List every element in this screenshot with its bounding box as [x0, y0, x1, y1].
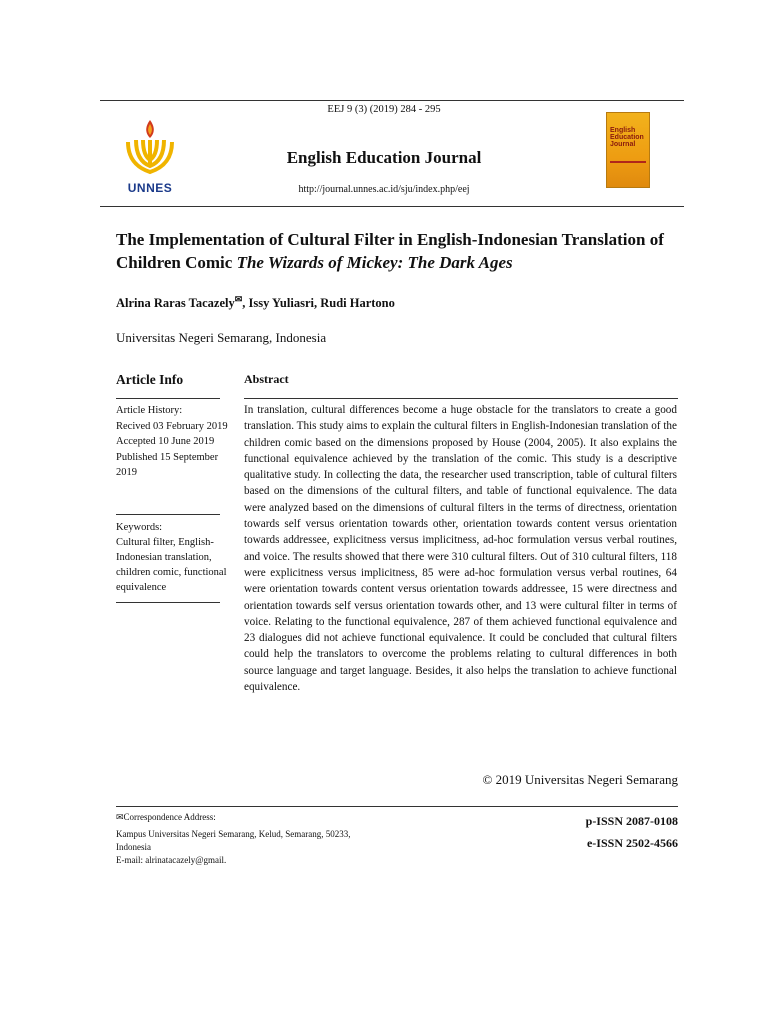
authors-others: , Issy Yuliasri, Rudi Hartono — [242, 296, 395, 311]
envelope-icon: ✉ — [234, 294, 243, 304]
paper-title-italic: The Wizards of Mickey: The Dark Ages — [236, 253, 513, 272]
article-info-heading: Article Info — [116, 372, 184, 387]
unnes-emblem-icon — [118, 116, 182, 178]
keywords-list: Cultural filter, English-Indonesian translation, children comic, functional equivalence — [116, 537, 227, 593]
correspondence-label-text: Correspondence Address: — [123, 812, 216, 822]
history-accepted: Accepted 10 June 2019 — [116, 436, 215, 447]
correspondence-email: E-mail: alrinatacazely@gmail. — [116, 855, 227, 865]
correspondence-label — [116, 812, 216, 823]
journal-cover-image — [606, 112, 650, 188]
paper-title-main: The Implementation of Cultural Filter in English-Indonesian Translation of Children Comic — [116, 230, 664, 272]
p-issn: p-ISSN 2087-0108 — [585, 814, 678, 828]
keywords-label: Keywords: — [116, 522, 163, 533]
header-top-rule — [100, 100, 684, 101]
correspondence-line: Indonesia — [116, 842, 151, 852]
logo-text: UNNES — [127, 181, 173, 195]
journal-url[interactable]: http://journal.unnes.ac.id/sju/index.php/eej — [298, 184, 470, 195]
correspondence-address — [116, 828, 416, 867]
history-published: Published 15 September 2019 — [116, 451, 219, 478]
keywords-section — [116, 520, 238, 595]
footer-rule — [116, 806, 678, 807]
keywords-rule — [116, 602, 220, 603]
header-bottom-rule — [100, 206, 684, 207]
history-label: Article History: — [116, 405, 183, 416]
journal-citation: EEJ 9 (3) (2019) 284 - 295 — [327, 104, 441, 115]
affiliation: Universitas Negeri Semarang, Indonesia — [116, 330, 327, 345]
history-received: Recived 03 February 2019 — [116, 420, 228, 432]
article-info-rule — [116, 398, 220, 399]
cover-title: English Education Journal — [610, 127, 644, 148]
history-rule — [116, 514, 220, 515]
correspondence-line: Kampus Universitas Negeri Semarang, Kelud, Semarang, 50233, — [116, 829, 351, 839]
abstract-rule — [244, 398, 678, 399]
author-corresponding: Alrina Raras Tacazely — [116, 296, 235, 311]
e-issn: e-ISSN 2502-4566 — [586, 836, 678, 850]
copyright: © 2019 Universitas Negeri Semarang — [482, 772, 678, 787]
abstract-text: In translation, cultural differences become a huge obstacle for the translators to create a good translation. This study aims to explain the cultural filters in English-Indonesian translation of the children comic based on the dimensions proposed by House (2004, 2005). It also explains the functional equivalence achieved by the translation of the comic. This study is a descriptive qualitative study. In collecting the data, the researcher used transcription, table of cultural filters based on the dimensions of the cultural filters, and table of functional equivalence. The data were analyzed based on the dimensions of cultural filters in the terms of directness, orientation towards self versus orientation towards other, orientation towards content versus orientation towards addressee, explicitness versus implicitness, ad-hoc formulation versus verbal routines, and voice. The results showed that there were 310 cultural filters. Out of 310 cultural filters, 118 were explicitness versus implicitness, 85 were ad-hoc formulation versus verbal routines, 64 were orientation towards content versus orientation towards addressee, 15 were directness and orientation towards self versus orientation towards other, and 13 were cultural filter in terms of voice. Relating to the functional equivalence, 287 of them achieved functional equivalence and 23 dialogues did not achieve functional equivalence. It could be concluded that cultural filters could help the translators to overcome the problems relating to cultural differences in both source language and target language. Besides, it also helps the translation to achieve functional equivalence. — [244, 404, 677, 694]
authors — [116, 294, 395, 311]
article-history — [116, 403, 236, 481]
paper-title — [116, 228, 676, 274]
envelope-icon: ✉ — [116, 812, 124, 822]
journal-title: English Education Journal — [286, 148, 482, 167]
cover-decoration — [610, 161, 646, 163]
abstract-heading: Abstract — [244, 372, 289, 386]
